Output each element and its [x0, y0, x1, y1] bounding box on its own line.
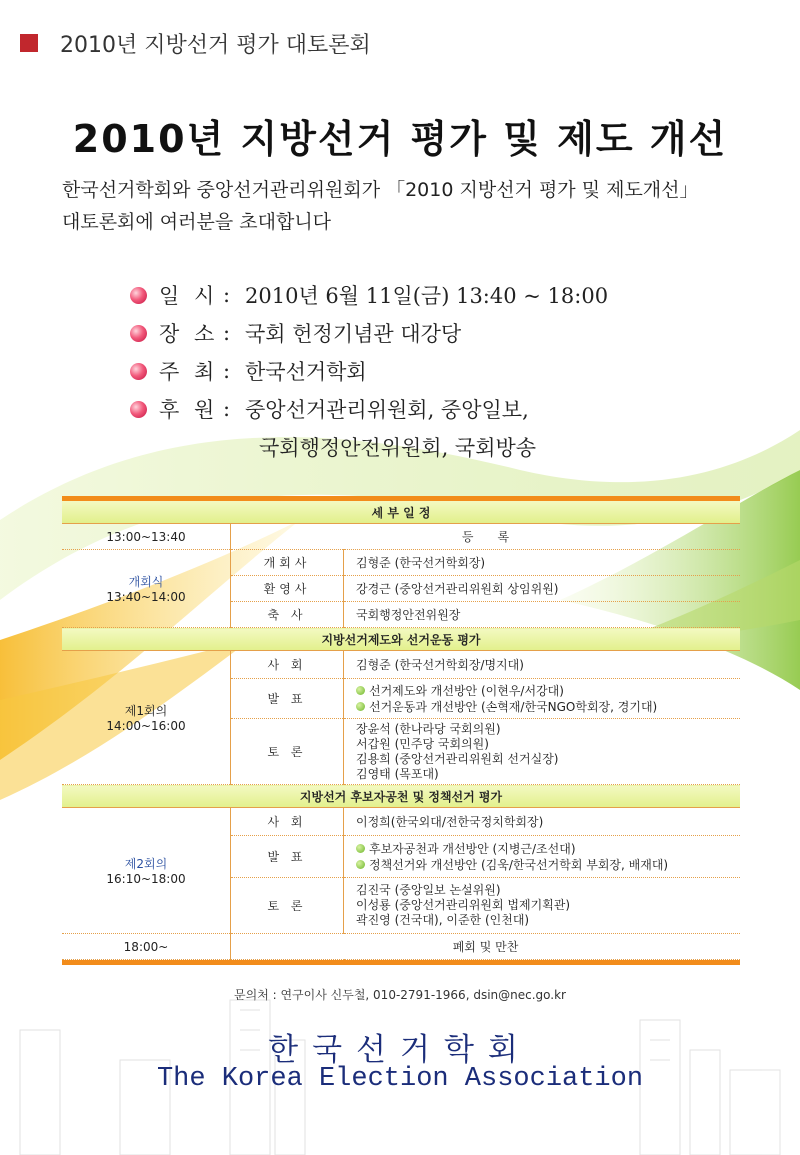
role-cell: 환영사 [231, 576, 344, 602]
info-row-venue [130, 314, 608, 352]
role-cell: 사 회 [231, 808, 344, 836]
invitation-line-2: 대토론회에 여러분을 초대합니다 [62, 211, 332, 233]
info-colon: : [223, 321, 231, 345]
green-bullet-icon [356, 686, 365, 695]
session2-time-cell [62, 808, 231, 934]
list-item [356, 857, 734, 873]
opening-time-cell [62, 550, 231, 628]
session1-title: 지방선거제도와 선거운동 평가 [62, 628, 740, 651]
discussants-cell [344, 719, 741, 785]
event-info [130, 276, 608, 466]
info-value: 국회행정안전위원회, 국회방송 [259, 436, 537, 460]
presentation-text: 선거제도와 개선방안 (이현우/서강대) [369, 683, 564, 698]
role-cell: 발 표 [231, 836, 344, 878]
table-row [62, 550, 740, 576]
info-row-sponsor [130, 390, 608, 428]
list-item [356, 841, 734, 857]
presentation-text: 선거운동과 개선방안 (손혁재/한국NGO학회장, 경기대) [369, 699, 658, 714]
presentation-text: 정책선거와 개선방안 (김욱/한국선거학회 부회장, 배재대) [369, 857, 669, 872]
presentations-cell [344, 836, 741, 878]
presentations-cell [344, 679, 741, 719]
green-bullet-icon [356, 844, 365, 853]
info-row-host [130, 352, 608, 390]
info-value: 중앙선거관리위원회, 중앙일보, [245, 398, 529, 422]
detail-cell: 김형준 (한국선거학회장/명지대) [344, 651, 741, 679]
detail-cell: 이정희(한국외대/전한국정치학회장) [344, 808, 741, 836]
time-cell: 13:00~13:40 [62, 524, 231, 550]
registration-label: 등 록 [231, 524, 741, 550]
invitation-line-1: 한국선거학회와 중앙선거관리위원회가 「2010 지방선거 평가 및 제도개선」 [62, 179, 699, 201]
discussant: 이성룡 (중앙선거관리위원회 법제기획관) [356, 898, 571, 912]
info-key: 일 시 [159, 284, 219, 308]
info-key: 후 원 [159, 398, 219, 422]
role-cell: 축 사 [231, 602, 344, 628]
header-square-icon [20, 34, 38, 52]
info-colon: : [223, 397, 231, 421]
session2-title-row [62, 785, 740, 808]
session1-name: 제1회의 [124, 704, 168, 718]
time-cell: 18:00~ [62, 934, 231, 960]
role-cell: 개회사 [231, 550, 344, 576]
info-row-date [130, 276, 608, 314]
list-item [356, 699, 734, 715]
schedule-table [62, 496, 740, 965]
presentation-text: 후보자공천과 개선방안 (지병근/조선대) [369, 841, 576, 856]
bullet-icon [130, 401, 147, 418]
session2-title: 지방선거 후보자공천 및 정책선거 평가 [62, 785, 740, 808]
contact-info: 문의처 : 연구이사 신두철, 010-2791-1966, dsin@nec.go.kr [234, 988, 566, 1002]
org-name-korean: 한국선거학회 [268, 1032, 532, 1068]
closing-label: 폐회 및 만찬 [231, 934, 741, 960]
green-bullet-icon [356, 702, 365, 711]
discussant: 서갑원 (민주당 국회의원) [356, 736, 489, 751]
info-value: 국회 헌정기념관 대강당 [245, 322, 462, 346]
schedule-bottom-rule [62, 960, 740, 965]
session2-name: 제2회의 [124, 857, 168, 871]
session2-time: 16:10~18:00 [106, 872, 186, 886]
bullet-icon [130, 325, 147, 342]
info-colon: : [223, 359, 231, 383]
role-cell: 사 회 [231, 651, 344, 679]
info-value: 2010년 6월 11일(금) 13:40 ~ 18:00 [245, 284, 609, 308]
discussant: 장윤석 (한나라당 국회의원) [356, 721, 501, 736]
info-key: 장 소 [159, 322, 219, 346]
role-cell: 토 론 [231, 878, 344, 934]
table-row [62, 651, 740, 679]
header-title: 2010년 지방선거 평가 대토론회 [60, 32, 371, 58]
list-item [356, 683, 734, 699]
detail-cell: 김형준 (한국선거학회장) [344, 550, 741, 576]
schedule-title: 세 부 일 정 [62, 501, 740, 524]
header-bar [20, 30, 371, 56]
info-row-sponsor-continued [130, 428, 608, 466]
opening-time: 13:40~14:00 [106, 590, 186, 604]
detail-cell: 국회행정안전위원장 [344, 602, 741, 628]
info-value: 한국선거학회 [245, 360, 367, 384]
table-row [62, 808, 740, 836]
schedule-title-row [62, 501, 740, 524]
role-cell: 토 론 [231, 719, 344, 785]
discussants-cell [344, 878, 741, 934]
green-bullet-icon [356, 860, 365, 869]
info-colon: : [223, 283, 231, 307]
discussant: 곽진영 (건국대), 이준한 (인천대) [356, 913, 530, 927]
invitation-text [62, 174, 782, 238]
table-row [62, 524, 740, 550]
bullet-icon [130, 287, 147, 304]
session1-time: 14:00~16:00 [106, 719, 186, 733]
bullet-icon [130, 363, 147, 380]
main-title: 2010년 지방선거 평가 및 제도 개선 [72, 117, 728, 161]
role-cell: 발 표 [231, 679, 344, 719]
discussant: 김진국 (중앙일보 논설위원) [356, 883, 501, 897]
session1-time-cell [62, 651, 231, 785]
detail-cell: 강경근 (중앙선거관리위원회 상임위원) [344, 576, 741, 602]
session1-title-row [62, 628, 740, 651]
opening-name: 개회식 [128, 575, 164, 589]
info-key: 주 최 [159, 360, 219, 384]
discussant: 김용희 (중앙선거관리위원회 선거실장) [356, 751, 559, 766]
discussant: 김영태 (목포대) [356, 766, 439, 781]
table-row [62, 934, 740, 960]
org-name-english: The Korea Election Association [156, 1064, 644, 1094]
